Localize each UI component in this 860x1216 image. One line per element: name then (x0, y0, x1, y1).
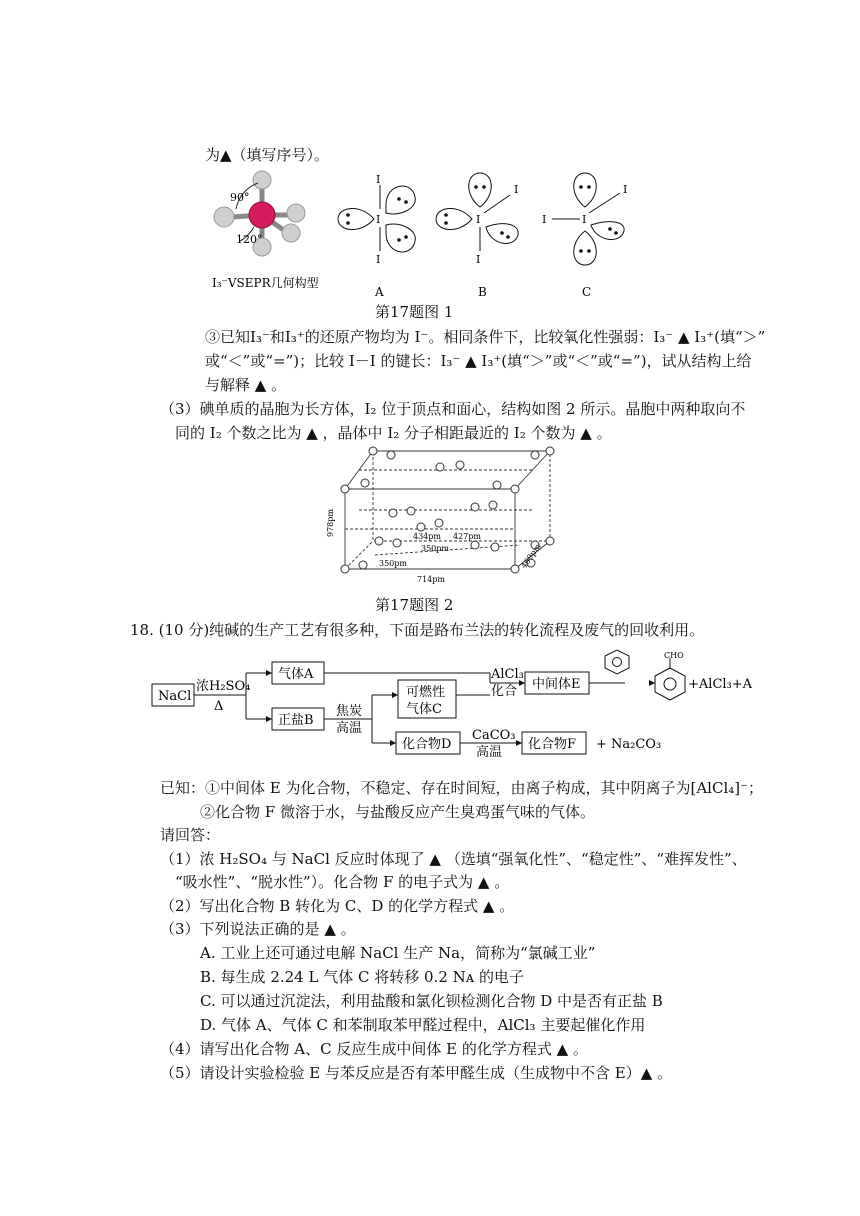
dim-350b-label: 350pm (379, 559, 407, 568)
q18-option-B: B. 每生成 2.24 L 气体 C 将转移 0.2 Nᴀ 的电子 (200, 968, 524, 986)
known-1: 已知：①中间体 E 为化合物，不稳定、存在时间短，由离子构成，其中阴离子为[AlCl₄]⁻； (160, 779, 764, 797)
atom-I-A-bot: I (376, 253, 381, 266)
q18-sub4: （4）请写出化合物 A、C 反应生成中间体 E 的化学方程式 ▲ 。 (160, 1040, 588, 1058)
node-gas-C-line1: 可燃性 (406, 685, 446, 700)
node-compound-D: 化合物D (402, 737, 452, 752)
product-tail: +AlCl₃+A (688, 677, 753, 692)
condition-high-temp-1: 高温 (336, 721, 363, 736)
node-intermediate-E: 中间体E (532, 677, 581, 692)
answer-line-fill-order: 为▲（填写序号）。 (205, 146, 330, 164)
dim-427-label: 427pm (453, 532, 481, 541)
option-B-label: B (478, 285, 487, 299)
q18-sub5: （5）请设计实验检验 E 与苯反应是否有苯甲醛生成（生成物中不含 E）▲ 。 (160, 1064, 673, 1082)
cho-group-label: CHO (664, 651, 684, 660)
q18-option-D: D. 气体 A、气体 C 和苯制取苯甲醛过程中，AlCl₃ 主要起催化作用 (200, 1016, 646, 1034)
vsepr-model-label: I₃⁻VSEPR几何构型 (212, 276, 319, 290)
q17-q3-line1: （3）碘单质的晶胞为长方体，I₂ 位于顶点和面心，结构如图 2 所示。晶胞中两种取向不 (160, 400, 746, 418)
condition-high-temp-2: 高温 (476, 745, 503, 760)
q18-option-A: A. 工业上还可通过电解 NaCl 生产 Na，简称为“氯碱工业” (200, 944, 596, 962)
lublanc-flow-diagram (150, 650, 753, 760)
atom-I-C-left: I (542, 213, 547, 226)
atom-I-C-mid: I (582, 213, 587, 226)
reagent-coke: 焦炭 (336, 704, 363, 719)
dim-714-label: 714pm (417, 575, 445, 584)
q18-sub3: （3）下列说法正确的是 ▲ 。 (160, 920, 356, 938)
product-na2co3: + Na₂CO₃ (596, 737, 662, 752)
dim-350a-label: 350pm (421, 544, 449, 553)
q18-sub2: （2）写出化合物 B 转化为 C、D 的化学方程式 ▲ 。 (160, 897, 515, 915)
node-gas-A: 气体A (278, 667, 314, 682)
figure-17-1 (200, 165, 660, 300)
node-gas-C-line2: 气体C (406, 702, 442, 717)
atom-I-B-mid: I (476, 213, 481, 226)
atom-I-A-mid: I (376, 213, 381, 226)
known-2: ②化合物 F 微溶于水，与盐酸反应产生臭鸡蛋气味的气体。 (200, 803, 595, 821)
dim-978-label: 978pm (326, 509, 335, 537)
reagent-alcl3: AlCl₃ (491, 667, 524, 682)
reagent-caco3: CaCO₃ (472, 728, 516, 743)
q18-sub1-line1: （1）浓 H₂SO₄ 与 NaCl 反应时体现了 ▲ （选填“强氧化性”、“稳定性”、“难挥发性”、 (160, 850, 747, 868)
node-salt-B: 正盐B (278, 713, 314, 728)
condition-combine: 化合 (491, 684, 518, 699)
dim-434-label: 434pm (413, 532, 441, 541)
node-compound-F: 化合物F (528, 737, 577, 752)
node-nacl: NaCl (158, 689, 192, 704)
q17-q3-line2: 同的 I₂ 个数之比为 ▲ ，晶体中 I₂ 分子相距最近的 I₂ 个数为 ▲ 。 (175, 424, 612, 442)
atom-I-B-bot: I (476, 253, 481, 266)
q17-p3-line3: 与解释 ▲ 。 (205, 376, 287, 394)
atom-I-A-top: I (376, 173, 381, 186)
atom-I-B-right: I (514, 183, 519, 196)
angle-90-label: 90° (230, 191, 250, 204)
figure-2-caption: 第17题图 2 (375, 596, 454, 614)
reagent-conc-h2so4: 浓H₂SO₄ (196, 679, 251, 694)
structure-B (436, 173, 518, 251)
angle-120-label: 120° (236, 233, 263, 246)
q18-title: 18. (10 分)纯碱的生产工艺有很多种，下面是路布兰法的转化流程及废气的回收利用。 (130, 621, 705, 639)
q18-option-C: C. 可以通过沉淀法，利用盐酸和氯化钡检测化合物 D 中是否有正盐 B (200, 992, 663, 1010)
figure-17-2 (326, 445, 565, 593)
figure-1-caption: 第17题图 1 (375, 303, 454, 321)
option-A-label: A (375, 285, 384, 299)
q17-p3-line2: 或“＜”或“=”)；比较 I－I 的键长：I₃⁻ ▲ I₃⁺(填“＞”或“＜”或“=”)，试从结构上给 (205, 352, 752, 370)
q17-p3-line1: ③已知I₃⁻和I₃⁺的还原产物均为 I⁻。相同条件下，比较氧化性强弱：I₃⁻ ▲ I₃⁺(填“＞” (205, 328, 766, 346)
answer-prompt: 请回答： (160, 826, 221, 844)
dim-469-label: 469pm (519, 542, 543, 571)
atom-I-C-right: I (623, 183, 628, 196)
option-C-label: C (582, 285, 592, 299)
q18-sub1-line2: “吸水性”、“脱水性”）。化合物 F 的电子式为 ▲ 。 (175, 873, 510, 891)
condition-heat: Δ (214, 699, 224, 714)
